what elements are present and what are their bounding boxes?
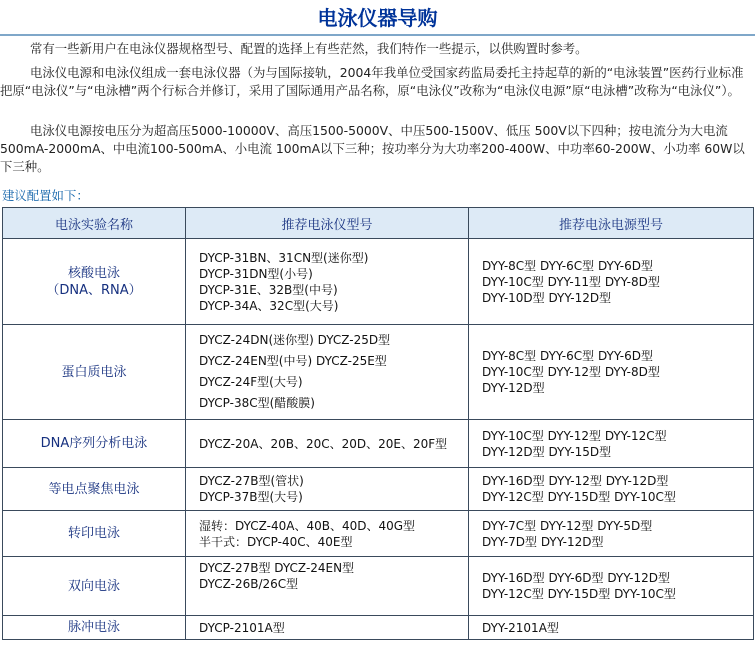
instrument-model-line: DYCZ-27B型 DYCZ-24EN型 — [199, 561, 355, 575]
table-row — [3, 616, 754, 640]
power-model-line: DYY-12C型 DYY-15D型 DYY-10C型 — [482, 490, 676, 504]
header-experiment-name: 电泳实验名称 — [3, 208, 186, 239]
header-power-model: 推荐电泳电源型号 — [469, 208, 754, 239]
intro-paragraph-1 — [0, 40, 755, 58]
instrument-model-line: 湿转：DYCZ-40A、40B、40D、40G型 — [199, 518, 416, 533]
instrument-model-line: DYCZ-24DN(迷你型) DYCZ-25D型 — [199, 333, 391, 347]
experiment-name-line: 双向电泳 — [67, 578, 120, 594]
experiment-name-line: DNA序列分析电泳 — [40, 436, 148, 451]
power-model-cell — [469, 420, 754, 468]
instrument-model-line: DYCP-37B型(大号) — [199, 490, 303, 504]
experiment-name-cell — [3, 468, 186, 511]
power-model-line: DYY-7C型 DYY-12型 DYY-5D型 — [482, 518, 653, 533]
header-instrument-model: 推荐电泳仪型号 — [186, 208, 469, 239]
table-row — [3, 239, 754, 325]
experiment-name-line: 转印电泳 — [67, 526, 120, 541]
intro-paragraph-2 — [0, 64, 755, 100]
instrument-model-line: DYCP-34A、32C型(大号) — [199, 298, 339, 313]
instrument-model-line: DYCZ-24F型(大号) — [199, 375, 303, 389]
instrument-model-cell — [186, 511, 469, 557]
experiment-name-cell — [3, 420, 186, 468]
instrument-model-line: 半干式：DYCP-40C、40E型 — [199, 534, 353, 549]
table-row — [3, 468, 754, 511]
power-model-line: DYY-10C型 DYY-11型 DYY-8D型 — [482, 274, 660, 289]
table-row — [3, 420, 754, 468]
page-title: 电泳仪器导购 — [317, 6, 438, 30]
power-model-line: DYY-12D型 DYY-15D型 — [482, 444, 612, 459]
power-model-line: DYY-16D型 DYY-6D型 DYY-12D型 — [482, 571, 670, 585]
intro-paragraph-1-text: 常有一些新用户在电泳仪器规格型号、配置的选择上有些茫然，我们特作一些提示，以供购置时参考。 — [30, 41, 588, 56]
experiment-name-line: 核酸电泳 — [67, 265, 120, 281]
intro-paragraph-3 — [0, 122, 755, 176]
experiment-name-line: 等电点聚焦电泳 — [48, 481, 140, 497]
experiment-name-cell — [3, 616, 186, 640]
instrument-model-cell — [186, 325, 469, 420]
instrument-model-line: DYCZ-27B型(管状) — [199, 474, 304, 488]
table-row — [3, 325, 754, 420]
experiment-name-cell — [3, 511, 186, 557]
instrument-model-cell — [186, 557, 469, 616]
title-divider — [0, 34, 755, 36]
experiment-name-line: 脉冲电泳 — [67, 620, 120, 635]
power-model-line: DYY-16D型 DYY-12型 DYY-12D型 — [482, 474, 669, 488]
power-model-line: DYY-8C型 DYY-6C型 DYY-6D型 — [482, 258, 653, 273]
power-model-line: DYY-8C型 DYY-6C型 DYY-6D型 — [482, 349, 653, 363]
instrument-model-line: DYCZ-24EN型(中号) DYCZ-25E型 — [199, 354, 387, 368]
power-model-line: DYY-12D型 — [482, 381, 545, 395]
instrument-model-line: DYCP-31DN型(小号) — [199, 266, 313, 281]
table-row — [3, 511, 754, 557]
config-heading: 建议配置如下： — [2, 188, 89, 203]
instrument-model-cell — [186, 468, 469, 511]
instrument-model-line: DYCP-2101A型 — [199, 620, 285, 635]
intro-paragraph-2-text: 电泳仪电源和电泳仪组成一套电泳仪器（为与国际接轨，2004年我单位受国家药监局委托主持起草的新的“电泳装置”医药行业标准把原“电泳仪”与“电泳槽”两个行标合并修订，采用了国际通用产品名称，原“电泳仪”改称为“电泳仪电源”原“电泳槽”改称为“电泳仪”）。 — [0, 65, 744, 98]
experiment-name-cell — [3, 239, 186, 325]
table-row — [3, 557, 754, 616]
instrument-model-cell — [186, 239, 469, 325]
instrument-model-line: DYCP-31E、32B型(中号) — [199, 282, 338, 297]
power-model-line: DYY-7D型 DYY-12D型 — [482, 534, 604, 549]
power-model-line: DYY-12C型 DYY-15D型 DYY-10C型 — [482, 587, 676, 601]
power-model-cell — [469, 239, 754, 325]
instrument-model-cell — [186, 616, 469, 640]
instrument-model-line: DYCP-31BN、31CN型(迷你型) — [199, 250, 369, 265]
power-model-cell — [469, 557, 754, 616]
power-model-cell — [469, 616, 754, 640]
instrument-model-line: DYCZ-20A、20B、20C、20D、20E、20F型 — [199, 436, 448, 451]
power-model-cell — [469, 468, 754, 511]
power-model-line: DYY-10D型 DYY-12D型 — [482, 290, 612, 305]
instrument-model-cell — [186, 420, 469, 468]
intro-paragraph-3-text: 电泳仪电源按电压分为超高压5000-10000V、高压1500-5000V、中压500-1500V、低压 500V以下四种；按电流分为大电流500mA-2000mA、中电流100-500mA、小电流 100mA以下三种；按功率分为大功率200-400W、中功率60-200W、小功率 60W以下三种。 — [0, 123, 745, 174]
power-model-line: DYY-2101A型 — [482, 620, 559, 635]
power-model-line: DYY-10C型 DYY-12型 DYY-8D型 — [482, 365, 660, 379]
experiment-name-cell — [3, 325, 186, 420]
experiment-name-line: （DNA、RNA） — [46, 282, 142, 298]
power-model-cell — [469, 325, 754, 420]
instrument-model-line: DYCP-38C型(醋酸膜) — [199, 396, 315, 410]
power-model-line: DYY-10C型 DYY-12型 DYY-12C型 — [482, 428, 667, 443]
recommendation-table — [2, 207, 754, 640]
experiment-name-line: 蛋白质电泳 — [61, 364, 127, 380]
experiment-name-cell — [3, 557, 186, 616]
table-header-row — [3, 208, 754, 239]
power-model-cell — [469, 511, 754, 557]
instrument-model-line: DYCZ-26B/26C型 — [199, 577, 299, 591]
